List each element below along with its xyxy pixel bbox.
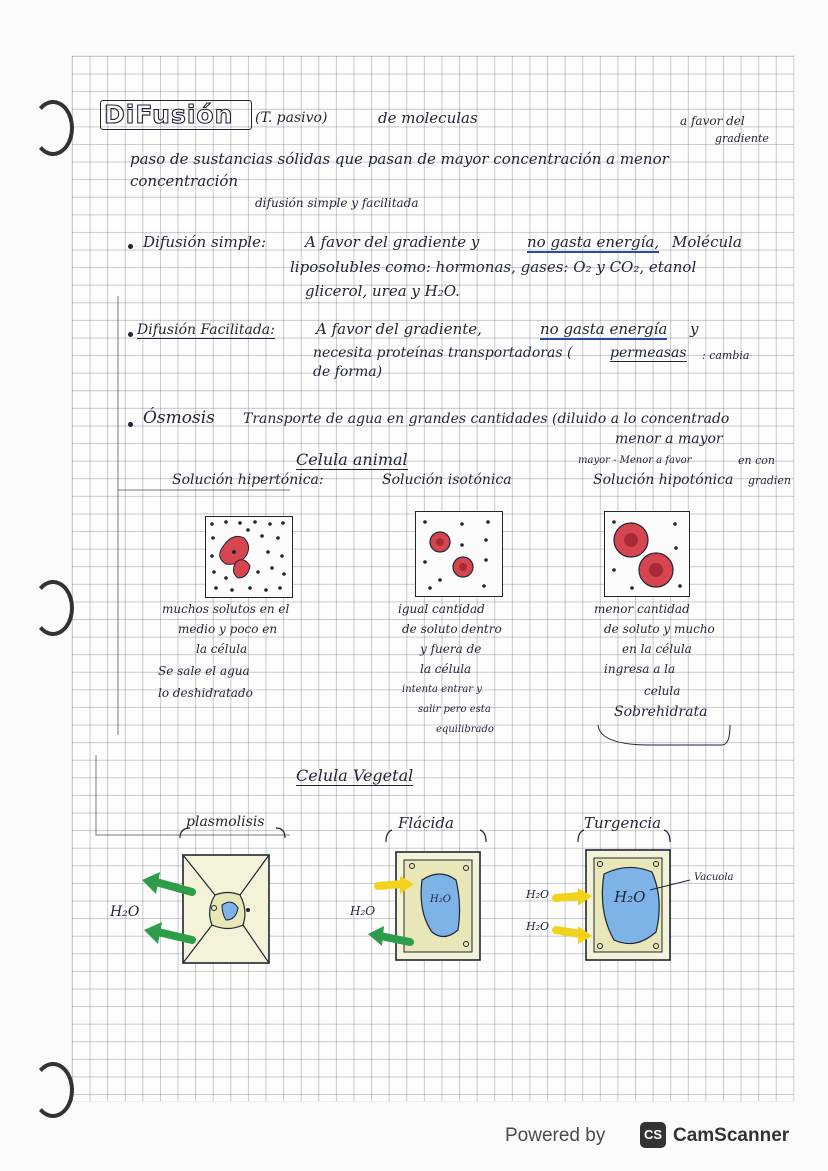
- isotonic-desc-5: intenta entrar y: [402, 684, 482, 695]
- facilitated-line-2c: : cambia: [702, 349, 750, 362]
- facilitated-label: Difusión Facilitada:: [137, 322, 275, 338]
- intro-line-1: paso de sustancias sólidas que pasan de mayor concentración a menor: [130, 150, 669, 168]
- hypotonic-desc-2: de soluto y mucho: [604, 622, 715, 636]
- powered-by-text: Powered by: [505, 1125, 606, 1146]
- intro-line-3: difusión simple y facilitada: [255, 196, 419, 210]
- simple-line-3: glicerol, urea y H₂O.: [305, 282, 460, 300]
- osmosis-side-b: en con: [738, 454, 775, 467]
- vacuole-label: Vacuola: [694, 872, 734, 883]
- plant-heading: Celula Vegetal: [296, 766, 414, 785]
- flaccid-title: Flácida: [398, 814, 454, 832]
- facilitated-line-2a: necesita proteínas transportadoras (: [313, 345, 573, 361]
- hypertonic-desc-1: muchos solutos en el: [162, 602, 290, 616]
- simple-text-c: Molécula: [672, 233, 742, 251]
- intro-line-2: concentración: [130, 172, 239, 190]
- hypotonic-desc-3: en la célula: [622, 642, 692, 656]
- hypertonic-desc-3: la célula: [196, 642, 248, 656]
- flaccid-vacuole: H₂O: [430, 894, 451, 905]
- simple-text-a: A favor del gradiente y: [305, 233, 480, 251]
- camscanner-brand: CamScanner: [673, 1125, 790, 1146]
- turgid-vacuole: H₂O: [614, 888, 646, 906]
- hypertonic-desc-4: Se sale el agua: [158, 664, 250, 678]
- simple-line-2: liposolubles como: hormonas, gases: O₂ y CO₂, etanol: [290, 258, 697, 276]
- hypotonic-title: Solución hipotónica: [593, 472, 734, 488]
- osmosis-side-c: gradien: [748, 474, 792, 487]
- isotonic-desc-4: la célula: [420, 662, 472, 676]
- isotonic-desc-3: y fuera de: [420, 642, 482, 656]
- animal-heading: Celula animal: [296, 450, 408, 469]
- osmosis-text: Transporte de agua en grandes cantidades (diluido a lo concentrado: [243, 411, 730, 427]
- turgid-title: Turgencia: [584, 814, 662, 832]
- facilitated-line-2b: permeasas: [610, 345, 687, 361]
- hypotonic-desc-5: celula: [644, 684, 681, 698]
- osmosis-label: Ósmosis: [143, 408, 215, 428]
- facilitated-text-b: no gasta energía: [540, 320, 668, 338]
- corner-note-1: a favor del: [680, 114, 745, 128]
- turgid-water-1: H₂O: [526, 888, 550, 901]
- turgid-water-2: H₂O: [526, 920, 550, 933]
- hypertonic-desc-2: medio y poco en: [178, 622, 278, 636]
- plasmolysis-title: plasmolisis: [186, 814, 265, 830]
- flaccid-water: H₂O: [350, 904, 376, 918]
- hypotonic-desc-1: menor cantidad: [594, 602, 690, 616]
- camscanner-logo: CS: [640, 1122, 666, 1148]
- facilitated-text-c: y: [690, 320, 699, 338]
- title-rest: de moleculas: [378, 109, 478, 127]
- simple-label: Difusión simple:: [143, 233, 267, 251]
- corner-note-2: gradiente: [715, 132, 769, 145]
- hypertonic-title: Solución hipertónica:: [172, 472, 324, 488]
- isotonic-desc-2: de soluto dentro: [402, 622, 502, 636]
- plasmolysis-water: H₂O: [110, 904, 140, 920]
- hypertonic-desc-5: lo deshidratado: [158, 686, 253, 700]
- isotonic-desc-6: salir pero esta: [418, 704, 491, 715]
- facilitated-text-a: A favor del gradiente,: [316, 320, 482, 338]
- title-note: (T. pasivo): [255, 110, 328, 126]
- page-title: DiFusión: [104, 100, 234, 129]
- isotonic-desc-1: igual cantidad: [398, 602, 485, 616]
- isotonic-title: Solución isotónica: [382, 472, 512, 488]
- isotonic-desc-7: equilibrado: [436, 724, 494, 735]
- simple-text-b: no gasta energía,: [527, 233, 660, 251]
- osmosis-side-a: mayor - Menor a favor: [578, 455, 692, 466]
- osmosis-line-2: menor a mayor: [615, 431, 723, 447]
- hypotonic-desc-6: Sobrehidrata: [614, 704, 708, 720]
- hypotonic-desc-4: ingresa a la: [604, 662, 676, 676]
- facilitated-line-3: de forma): [313, 364, 383, 380]
